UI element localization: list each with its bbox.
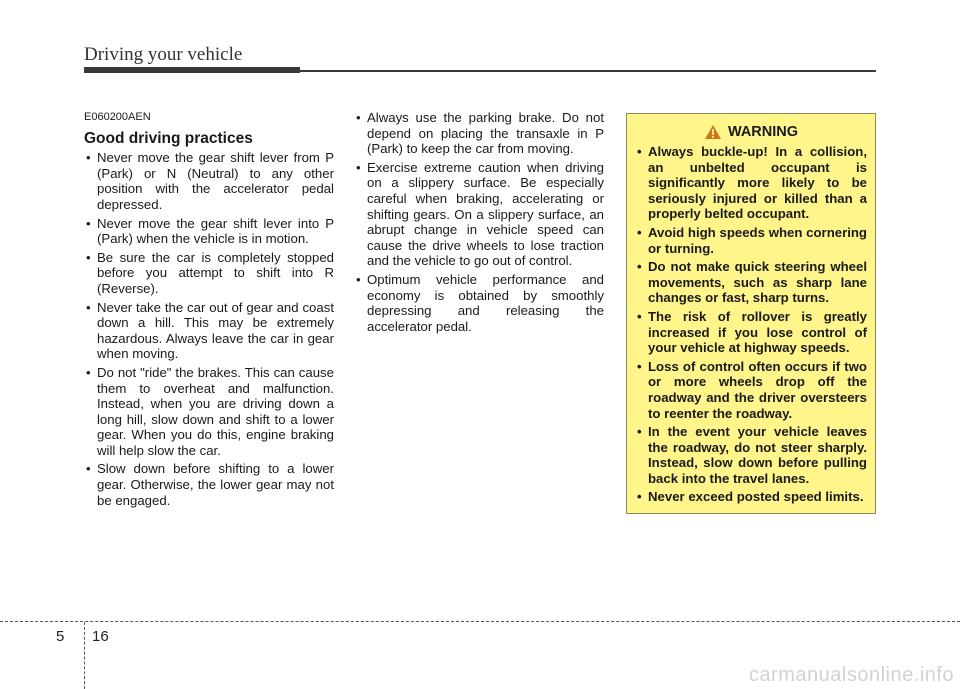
left-column <box>84 110 334 511</box>
list-item: • Avoid high speeds when cornering or turning. <box>635 225 867 256</box>
warning-list <box>635 144 867 505</box>
list-item: • Always buckle-up! In a collision, an unbelted occupant is significantly more likely to be seriously injured or killed than a properly belted occupant. <box>635 144 867 222</box>
list-item: • Always use the parking brake. Do not depend on placing the transaxle in P (Park) to keep the car from moving. <box>354 110 604 157</box>
watermark: carmanualsonline.info <box>748 664 954 686</box>
chapter-number: 5 <box>56 628 65 645</box>
section-code: E060200AEN <box>84 111 151 123</box>
list-item: • Never move the gear shift lever from P (Park) or N (Neutral) to any other position with the accelerator pedal depressed. <box>84 150 334 212</box>
left-bullet-list <box>84 150 334 508</box>
list-item: • Loss of control often occurs if two or more wheels drop off the roadway and the driver oversteers to reenter the roadway. <box>635 359 867 421</box>
list-item: • Never exceed posted speed limits. <box>635 489 867 505</box>
list-item: • In the event your vehicle leaves the roadway, do not steer sharply. Instead, slow down before pulling back into the travel lanes. <box>635 424 867 486</box>
list-item: • Do not make quick steering wheel movements, such as sharp lane changes or fast, sharp turns. <box>635 259 867 306</box>
list-item: • Optimum vehicle performance and economy is obtained by smoothly depressing and releasing the accelerator pedal. <box>354 272 604 334</box>
list-item: • The risk of rollover is greatly increased if you lose control of your vehicle at highway speeds. <box>635 309 867 356</box>
list-item: • Never move the gear shift lever into P (Park) when the vehicle is in motion. <box>84 216 334 247</box>
list-item: • Do not "ride" the brakes. This can cause them to overheat and malfunction. Instead, when you are driving down a long hill, slow down and shift to a lower gear. When you do this, engine braking will help slow the car. <box>84 365 334 459</box>
list-item: • Exercise extreme caution when driving on a slippery surface. Be especially careful when braking, accelerating or shifting gears. On a slippery surface, an abrupt change in vehicle speed can cause the drive wheels to lose traction and the vehicle to go out of control. <box>354 160 604 269</box>
footer-divider <box>84 622 85 689</box>
footer-rule <box>0 621 960 622</box>
warning-header <box>635 124 867 140</box>
middle-column <box>354 110 604 337</box>
warning-triangle-icon <box>704 124 722 140</box>
header-title: Driving your vehicle <box>84 44 243 65</box>
list-item: • Be sure the car is completely stopped before you attempt to shift into R (Reverse). <box>84 250 334 297</box>
middle-bullet-list <box>354 110 604 334</box>
list-item: • Never take the car out of gear and coast down a hill. This may be extremely hazardous. Always leave the car in gear when moving. <box>84 300 334 362</box>
header-rule <box>300 70 876 72</box>
page-number: 16 <box>92 628 109 645</box>
header-bar-thick <box>84 67 300 73</box>
list-item: • Slow down before shifting to a lower gear. Otherwise, the lower gear may not be engaged. <box>84 461 334 508</box>
section-heading: Good driving practices <box>84 129 253 147</box>
warning-title: WARNING <box>727 124 799 140</box>
warning-box <box>626 113 876 514</box>
